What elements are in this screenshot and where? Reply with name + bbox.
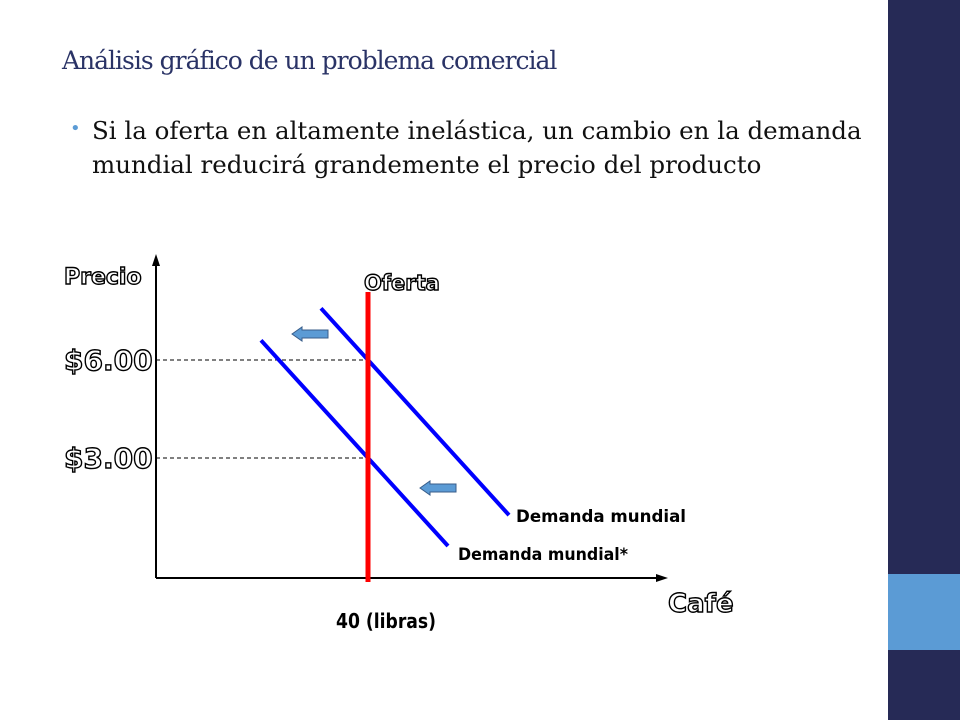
supply-line-label: Oferta <box>364 271 440 295</box>
y-axis-arrowhead <box>152 254 160 266</box>
slide-title: Análisis gráfico de un problema comercial <box>62 46 557 75</box>
sidebar-accent-block <box>888 574 960 650</box>
demand-curve-shifted <box>261 340 448 546</box>
x-axis-label: Café <box>668 589 734 619</box>
bullet-text: Si la oferta en altamente inelástica, un cambio en la demanda mundial reducirá grandemente el precio del producto <box>92 116 862 179</box>
y-axis-label: Precio <box>64 265 142 290</box>
shift-arrow-upper <box>292 327 328 341</box>
demand-curve-label: Demanda mundial <box>516 507 686 527</box>
quantity-tick-label: 40 (libras) <box>336 609 436 633</box>
supply-demand-chart <box>0 240 888 640</box>
x-axis-arrowhead <box>656 574 668 582</box>
shift-arrow-lower <box>420 481 456 495</box>
price-tick-label: $6.00 <box>64 344 153 377</box>
demand-curve-original <box>321 308 509 515</box>
bullet-dot: • <box>70 118 81 139</box>
price-tick-label: $3.00 <box>64 442 153 475</box>
demand-curve-shifted-label: Demanda mundial* <box>458 545 629 565</box>
